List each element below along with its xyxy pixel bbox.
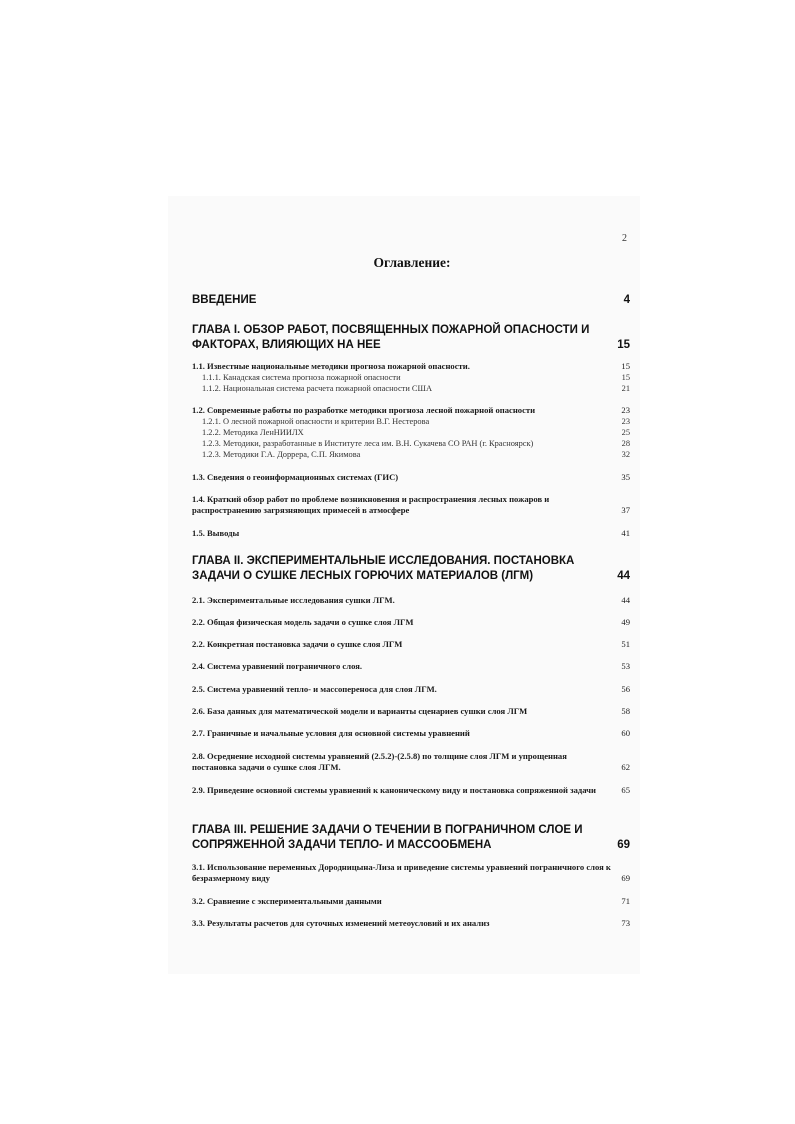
toc-entry-page: 69 [621,873,630,883]
toc-entry-section-3-3[interactable] [192,918,632,929]
toc-entry-section-1-1[interactable] [192,361,632,372]
toc-entry-title: 2.2. Общая физическая модель задачи о сушке слоя ЛГМ [192,617,414,627]
toc-entry-page: 35 [621,472,630,482]
toc-entry-title: 3.1. Использование переменных Дородницына-Лиза и приведение системы уравнений пограничного слоя к безразмерному виду [192,862,611,883]
toc-entry-title: 1.3. Сведения о геоинформационных системах (ГИС) [192,472,399,482]
toc-entry-section-1-5[interactable] [192,528,632,539]
toc-entry-title: 2.5. Система уравнений тепло- и массопереноса для слоя ЛГМ. [192,684,437,694]
toc-entry-subsection-1-2-3[interactable] [192,438,632,449]
toc-entry-chapter-2[interactable] [192,554,632,584]
toc-entry-page: 21 [621,384,630,393]
toc-entry-page: 65 [621,785,630,795]
toc-title: Оглавление: [373,255,451,270]
toc-entry-chapter-3[interactable] [192,823,632,853]
toc-entry-title: 1.2.3. Методики Г.А. Доррера, С.П. Якимова [202,450,361,459]
toc-entry-section-1-3[interactable] [192,472,632,483]
toc-entry-subsection-1-1-2[interactable] [192,383,632,394]
toc-entry-section-2-2[interactable] [192,617,632,628]
toc-entry-title: 1.1.1. Канадская система прогноза пожарной опасности [202,373,401,382]
toc-entry-title: 2.6. База данных для математической модели и варианты сценариев сушки слоя ЛГМ [192,706,528,716]
toc-entry-title: 1.2.3. Методики, разработанные в Институте леса им. В.Н. Сукачева СО РАН (г. Красноярск) [202,439,534,448]
toc-entry-page: 28 [621,439,630,448]
document-page [168,196,640,974]
toc-entry-page: 23 [621,417,630,426]
toc-entry-page: 15 [621,373,630,382]
toc-entry-page: 62 [621,762,630,772]
toc-entry-section-3-2[interactable] [192,896,632,907]
toc-entry-title: 1.2.1. О лесной пожарной опасности и критерии В.Г. Нестерова [202,417,430,426]
toc-entry-title: 1.2. Современные работы по разработке методики прогноза лесной пожарной опасности [192,405,536,415]
toc-entry-title: ГЛАВА II. ЭКСПЕРИМЕНТАЛЬНЫЕ ИССЛЕДОВАНИЯ. ПОСТАНОВКА ЗАДАЧИ О СУШКЕ ЛЕСНЫХ ГОРЮЧИХ МАТЕРИАЛОВ (ЛГМ) [192,555,575,582]
toc-entry-section-3-1[interactable] [192,862,632,884]
toc-entry-title: 1.4. Краткий обзор работ по проблеме возникновения и распространения лесных пожаров и распространению загрязняющих примесей в атмосфере [192,494,550,515]
toc-entry-title: 3.3. Результаты расчетов для суточных изменений метеоусловий и их анализ [192,918,490,928]
toc-entry-page: 60 [621,728,630,738]
toc-entry-subsection-1-2-2[interactable] [192,427,632,438]
toc-entry-title: 2.2. Конкретная постановка задачи о сушке слоя ЛГМ [192,639,403,649]
toc-entry-page: 58 [621,706,630,716]
page-number: 2 [622,233,627,244]
toc-entry-section-1-2[interactable] [192,405,632,416]
toc-entry-section-2-7[interactable] [192,728,632,739]
toc-entry-title: 2.9. Приведение основной системы уравнений к каноническому виду и постановка сопряженной задачи [192,785,596,795]
toc-entry-title: 2.8. Осреднение исходной системы уравнений (2.5.2)-(2.5.8) по толщине слоя ЛГМ и упрощенная постановка задачи о сушке слоя ЛГМ. [192,751,567,772]
toc-entry-title: 1.2.2. Методика ЛенНИИЛХ [202,428,304,437]
toc-entry-section-2-5[interactable] [192,684,632,695]
toc-entry-title: 2.7. Граничные и начальные условия для основной системы уравнений [192,728,470,738]
toc-entry-introduction[interactable] [192,293,632,308]
toc-entry-section-2-6[interactable] [192,706,632,717]
toc-entry-subsection-1-2-3b[interactable] [192,449,632,460]
toc-entry-page: 32 [621,450,630,459]
toc-entry-page: 15 [621,361,630,371]
toc-entry-page: 71 [621,896,630,906]
toc-entry-title: 1.5. Выводы [192,528,240,538]
toc-entry-page: 41 [621,528,630,538]
toc-entry-subsection-1-1-1[interactable] [192,372,632,383]
toc-entry-page: 15 [617,339,630,351]
toc-entry-section-2-1[interactable] [192,595,632,606]
toc-entry-page: 56 [621,684,630,694]
toc-entry-section-1-4[interactable] [192,494,632,516]
toc-entry-page: 44 [621,595,630,605]
toc-entry-page: 44 [617,570,630,582]
toc-entry-page: 23 [621,405,630,415]
toc-entry-title: ГЛАВА III. РЕШЕНИЕ ЗАДАЧИ О ТЕЧЕНИИ В ПОГРАНИЧНОМ СЛОЕ И СОПРЯЖЕННОЙ ЗАДАЧИ ТЕПЛО- И МАССООБМЕНА [192,824,583,851]
toc-entry-title: 1.1.2. Национальная система расчета пожарной опасности США [202,384,432,393]
toc-entry-page: 51 [621,639,630,649]
toc-entry-page: 49 [621,617,630,627]
toc-entry-subsection-1-2-1[interactable] [192,416,632,427]
toc-entry-section-2-3[interactable] [192,639,632,650]
toc-entry-title: 3.2. Сравнение с экспериментальными данными [192,896,382,906]
toc-entry-page: 69 [617,839,630,851]
toc-entry-title: 1.1. Известные национальные методики прогноза пожарной опасности. [192,361,470,371]
toc-entry-page: 37 [621,505,630,515]
toc-entry-page: 4 [623,294,630,306]
toc-entry-section-2-8[interactable] [192,751,632,773]
toc-entry-page: 53 [621,661,630,671]
toc-entry-title: 2.4. Система уравнений пограничного слоя. [192,661,362,671]
toc-entry-section-2-9[interactable] [192,785,632,796]
toc-entry-chapter-1[interactable] [192,323,632,353]
toc-entry-section-2-4[interactable] [192,661,632,672]
toc-entry-page: 73 [621,918,630,928]
toc-entry-title: 2.1. Экспериментальные исследования сушки ЛГМ. [192,595,395,605]
toc-entry-page: 25 [621,428,630,437]
toc-entry-title: ВВЕДЕНИЕ [192,294,257,306]
toc-entry-title: ГЛАВА I. ОБЗОР РАБОТ, ПОСВЯЩЕННЫХ ПОЖАРНОЙ ОПАСНОСТИ И ФАКТОРАХ, ВЛИЯЮЩИХ НА НЕЕ [192,324,590,351]
